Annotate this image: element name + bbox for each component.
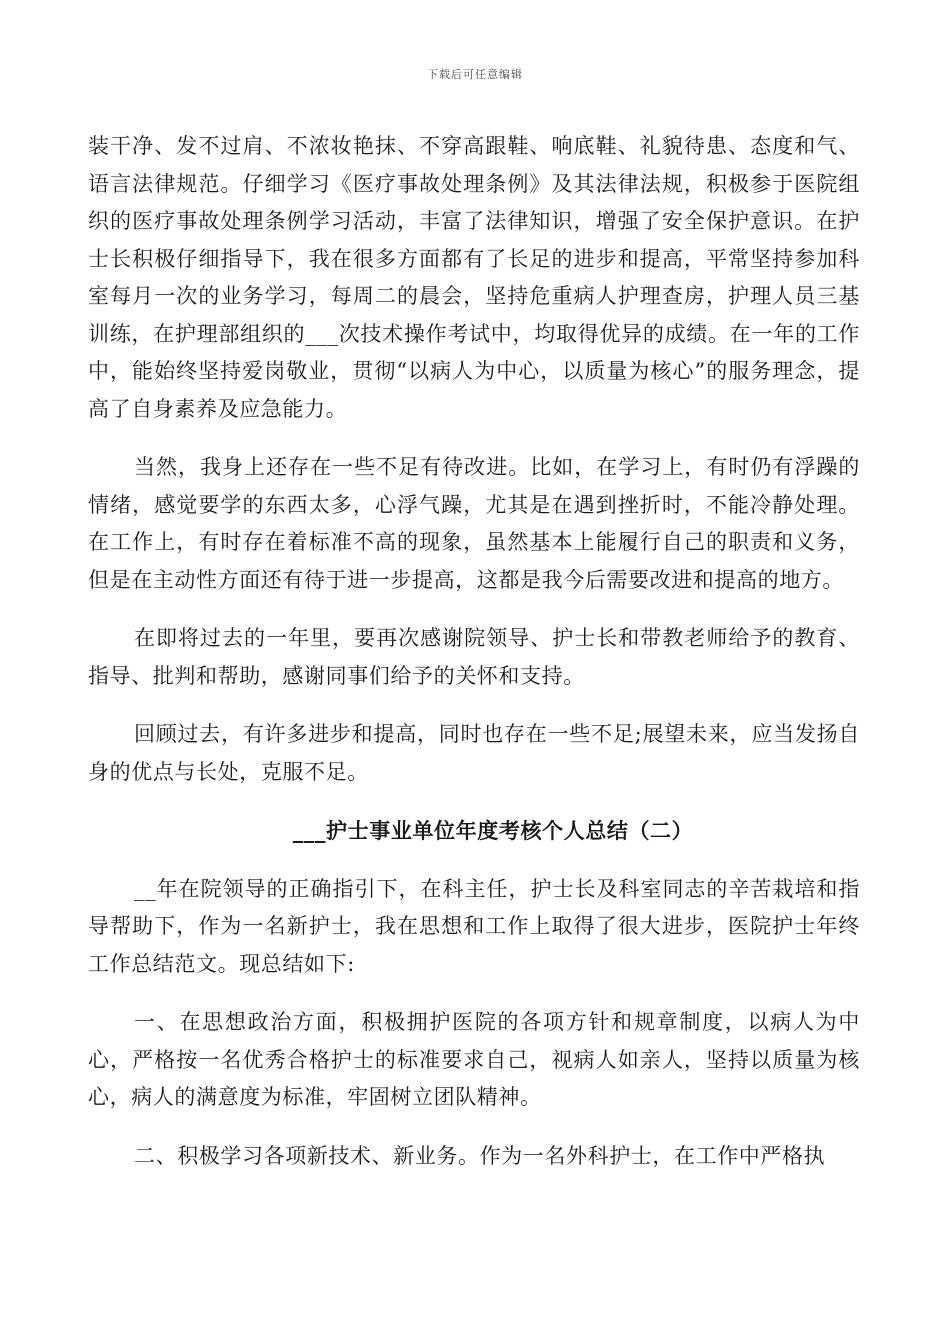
paragraph-thanks: 在即将过去的一年里，要再次感谢院领导、护士长和带教老师给予的教育、指导、批判和帮助，感谢同事们给予的关怀和支持。	[88, 626, 860, 688]
paragraph-shortcomings: 当然，我身上还存在一些不足有待改进。比如，在学习上，有时仍有浮躁的情绪，感觉要学的东西太多，心浮气躁，尤其是在遇到挫折时，不能冷静处理。在工作上，有时存在着标准不高的现象，虽然基本上能履行自己的职责和义务，但是在主动性方面还有待于进一步提高，这都是我今后需要改进和提高的地方。	[88, 455, 860, 592]
section-title: ___护士事业单位年度考核个人总结（二）	[292, 818, 694, 843]
paragraph-continuation: 装干净、发不过肩、不浓妆艳抹、不穿高跟鞋、响底鞋、礼貌待患、态度和气、语言法律规范。仔细学习《医疗事故处理条例》及其法律法规，积极参于医院组织的医疗事故处理条例学习活动，丰富了法律知识，增强了安全保护意识。在护士长积极仔细指导下，我在很多方面都有了长足的进步和提高，平常坚持参加科室每月一次的业务学习，每周二的晨会，坚持危重病人护理查房，护理人员三基训练，在护理部组织的___次技术操作考试中，均取得优异的成绩。在一年的工作中，能始终坚持爱岗敬业，贯彻“以病人为中心，以质量为核心”的服务理念，提高了自身素养及应急能力。	[88, 134, 860, 421]
paragraph-review: 回顾过去，有许多进步和提高，同时也存在一些不足;展望未来，应当发扬自身的优点与长处，克服不足。	[88, 722, 860, 784]
page-header-note: 下载后可任意编辑	[427, 68, 523, 81]
paragraph-political: 一、在思想政治方面，积极拥护医院的各项方针和规章制度，以病人为中心，严格按一名优秀合格护士的标准要求自己，视病人如亲人，坚持以质量为核心，病人的满意度为标准，牢固树立团队精神。	[88, 1010, 860, 1109]
document-body	[88, 128, 860, 1175]
paragraph-learning: 二、积极学习各项新技术、新业务。作为一名外科护士，在工作中严格执	[134, 1143, 826, 1168]
paragraph-intro: __年在院领导的正确指引下，在科主任，护士长及科室同志的辛苦栽培和指导帮助下，作为一名新护士，我在思想和工作上取得了很大进步，医院护士年终工作总结范文。现总结如下:	[88, 876, 860, 976]
